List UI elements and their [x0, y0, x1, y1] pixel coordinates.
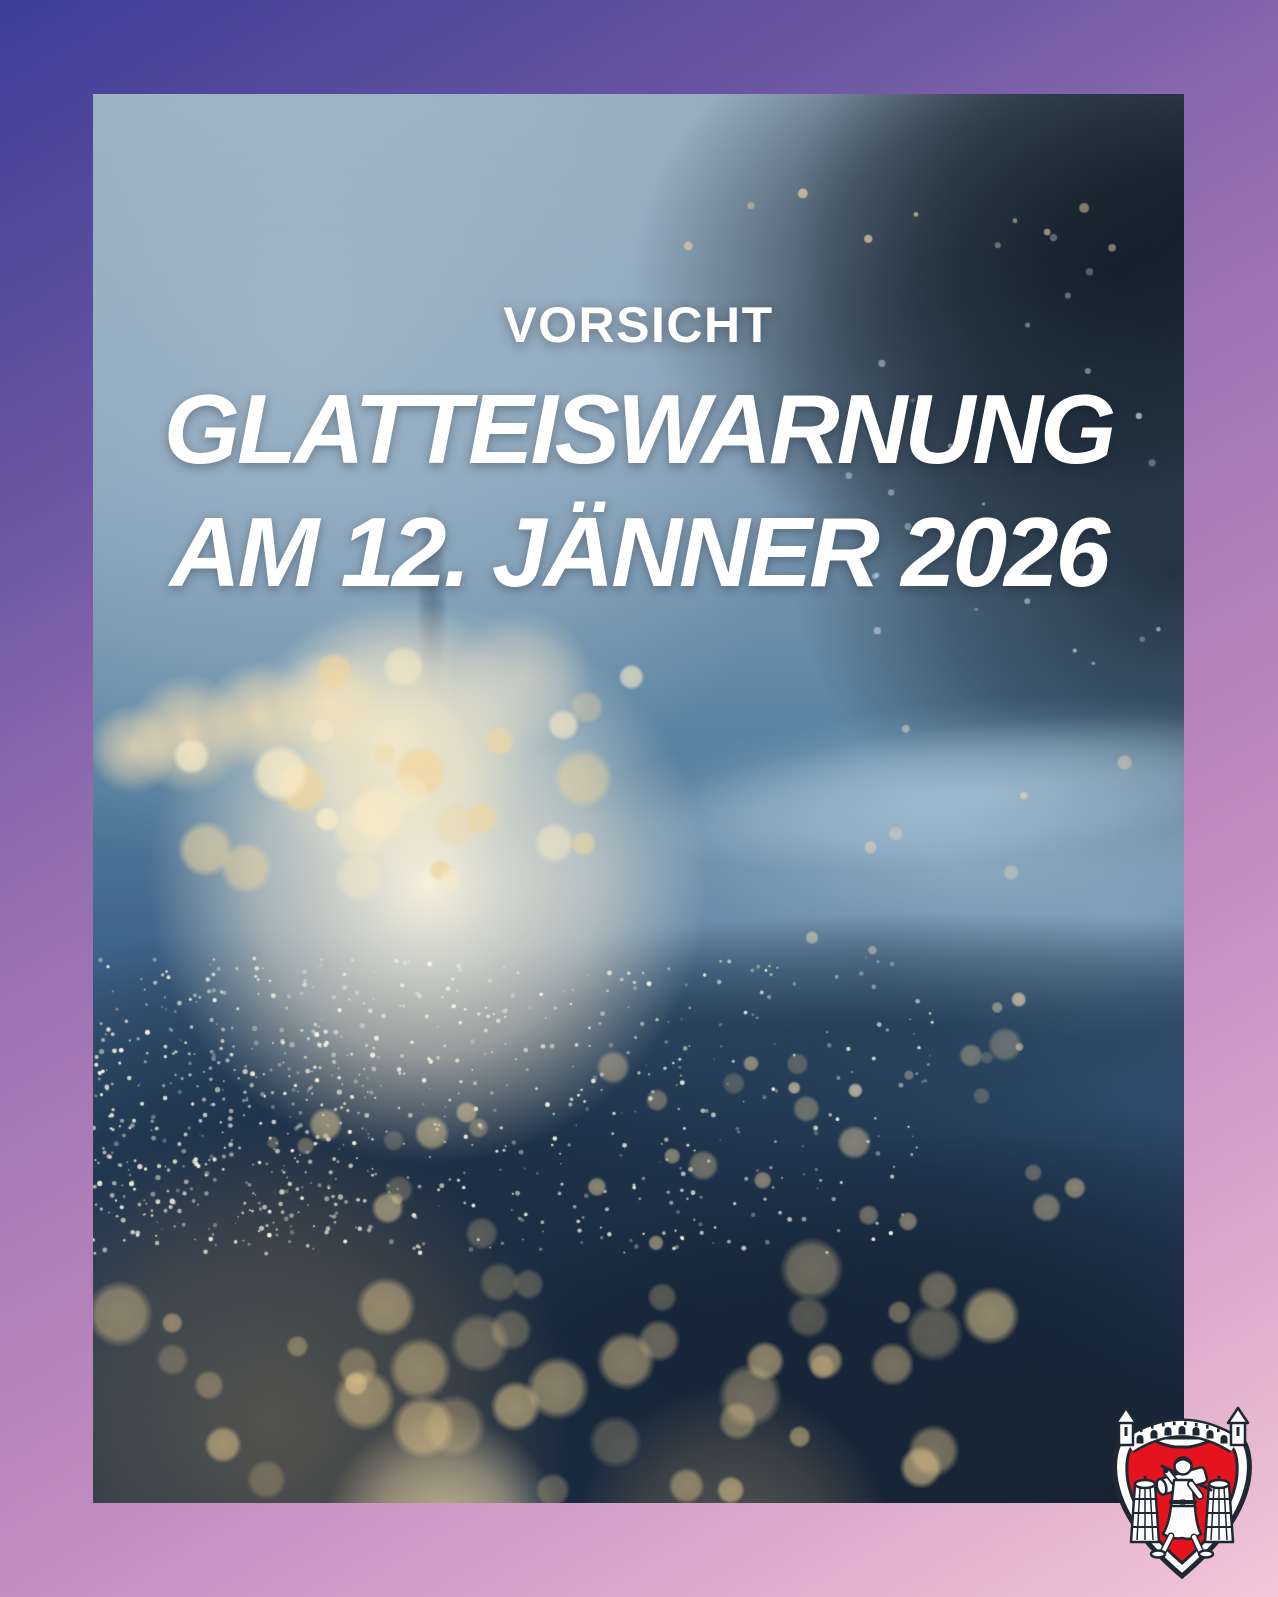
- headline-line-1: GLATTEISWARNUNG: [163, 374, 1114, 484]
- crest-left-barrel: [1131, 1476, 1159, 1542]
- town-coat-of-arms-icon: [1099, 1396, 1265, 1580]
- headline-line-2: AM 12. JÄNNER 2026: [169, 496, 1108, 607]
- warning-text-block: [93, 297, 1184, 613]
- crest-right-barrel: [1205, 1476, 1233, 1542]
- winter-road-photo: [93, 94, 1184, 1503]
- headline: [93, 368, 1184, 613]
- kicker-text: VORSICHT: [503, 297, 774, 353]
